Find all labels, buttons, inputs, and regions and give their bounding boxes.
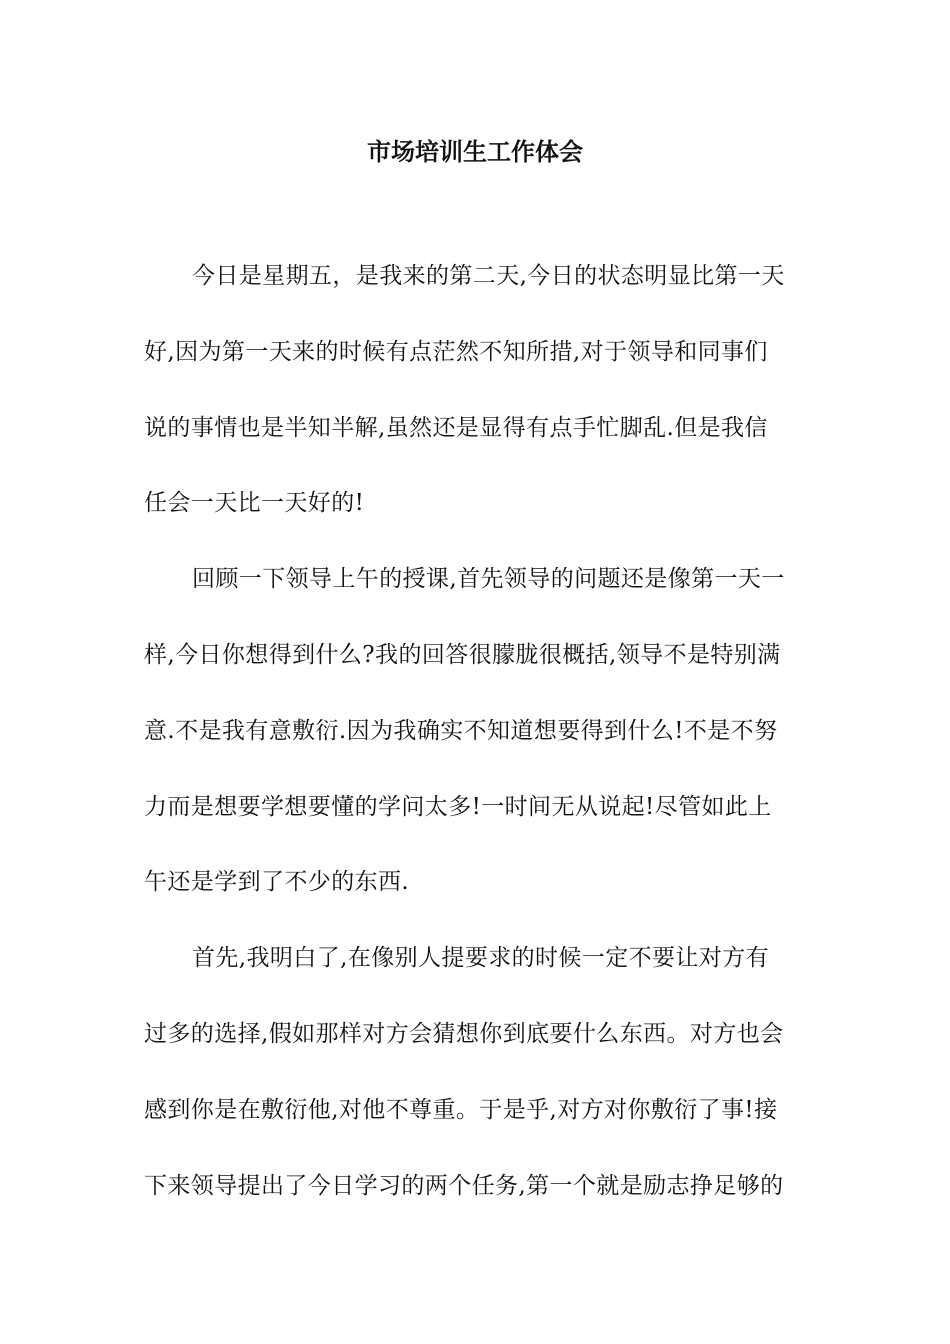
paragraph-1-line-4: 任会一天比一天好的! <box>144 490 365 517</box>
paragraph-3-line-2: 过多的选择,假如那样对方会猜想你到底要什么东西。对方也会 <box>144 1020 784 1047</box>
document-body <box>144 254 808 1239</box>
paragraph-2-line-3: 意.不是我有意敷衍.因为我确实不知道想要得到什么!不是不努 <box>144 717 778 744</box>
paragraph-1-line-3: 说的事情也是半知半解,虽然还是显得有点手忙脚乱.但是我信 <box>144 414 768 441</box>
paragraph-3-line-1: 首先,我明白了,在像别人提要求的时候一定不要让对方有 <box>192 945 770 972</box>
paragraph-1-line-2: 好,因为第一天来的时候有点茫然不知所措,对于领导和同事们 <box>144 338 768 365</box>
paragraph-3-line-4: 下来领导提出了今日学习的两个任务,第一个就是励志挣足够的 <box>144 1172 784 1199</box>
document-title: 市场培训生工作体会 <box>367 137 583 166</box>
paragraph-2-line-4: 力而是想要学想要懂的学问太多!一时间无从说起!尽管如此上 <box>144 793 772 820</box>
paragraph-2-line-5: 午还是学到了不少的东西. <box>144 869 410 896</box>
paragraph-3-line-3: 感到你是在敷衍他,对他不尊重。于是乎,对方对你敷衍了事!接 <box>144 1096 778 1123</box>
paragraph-2-line-2: 样,今日你想得到什么?我的回答很朦胧很概括,领导不是特别满 <box>144 641 781 668</box>
paragraph-1-line-1: 今日是星期五，是我来的第二天,今日的状态明显比第一天 <box>192 263 785 289</box>
paragraph-2-line-1: 回顾一下领导上午的授课,首先领导的问题还是像第一天一 <box>192 566 785 593</box>
